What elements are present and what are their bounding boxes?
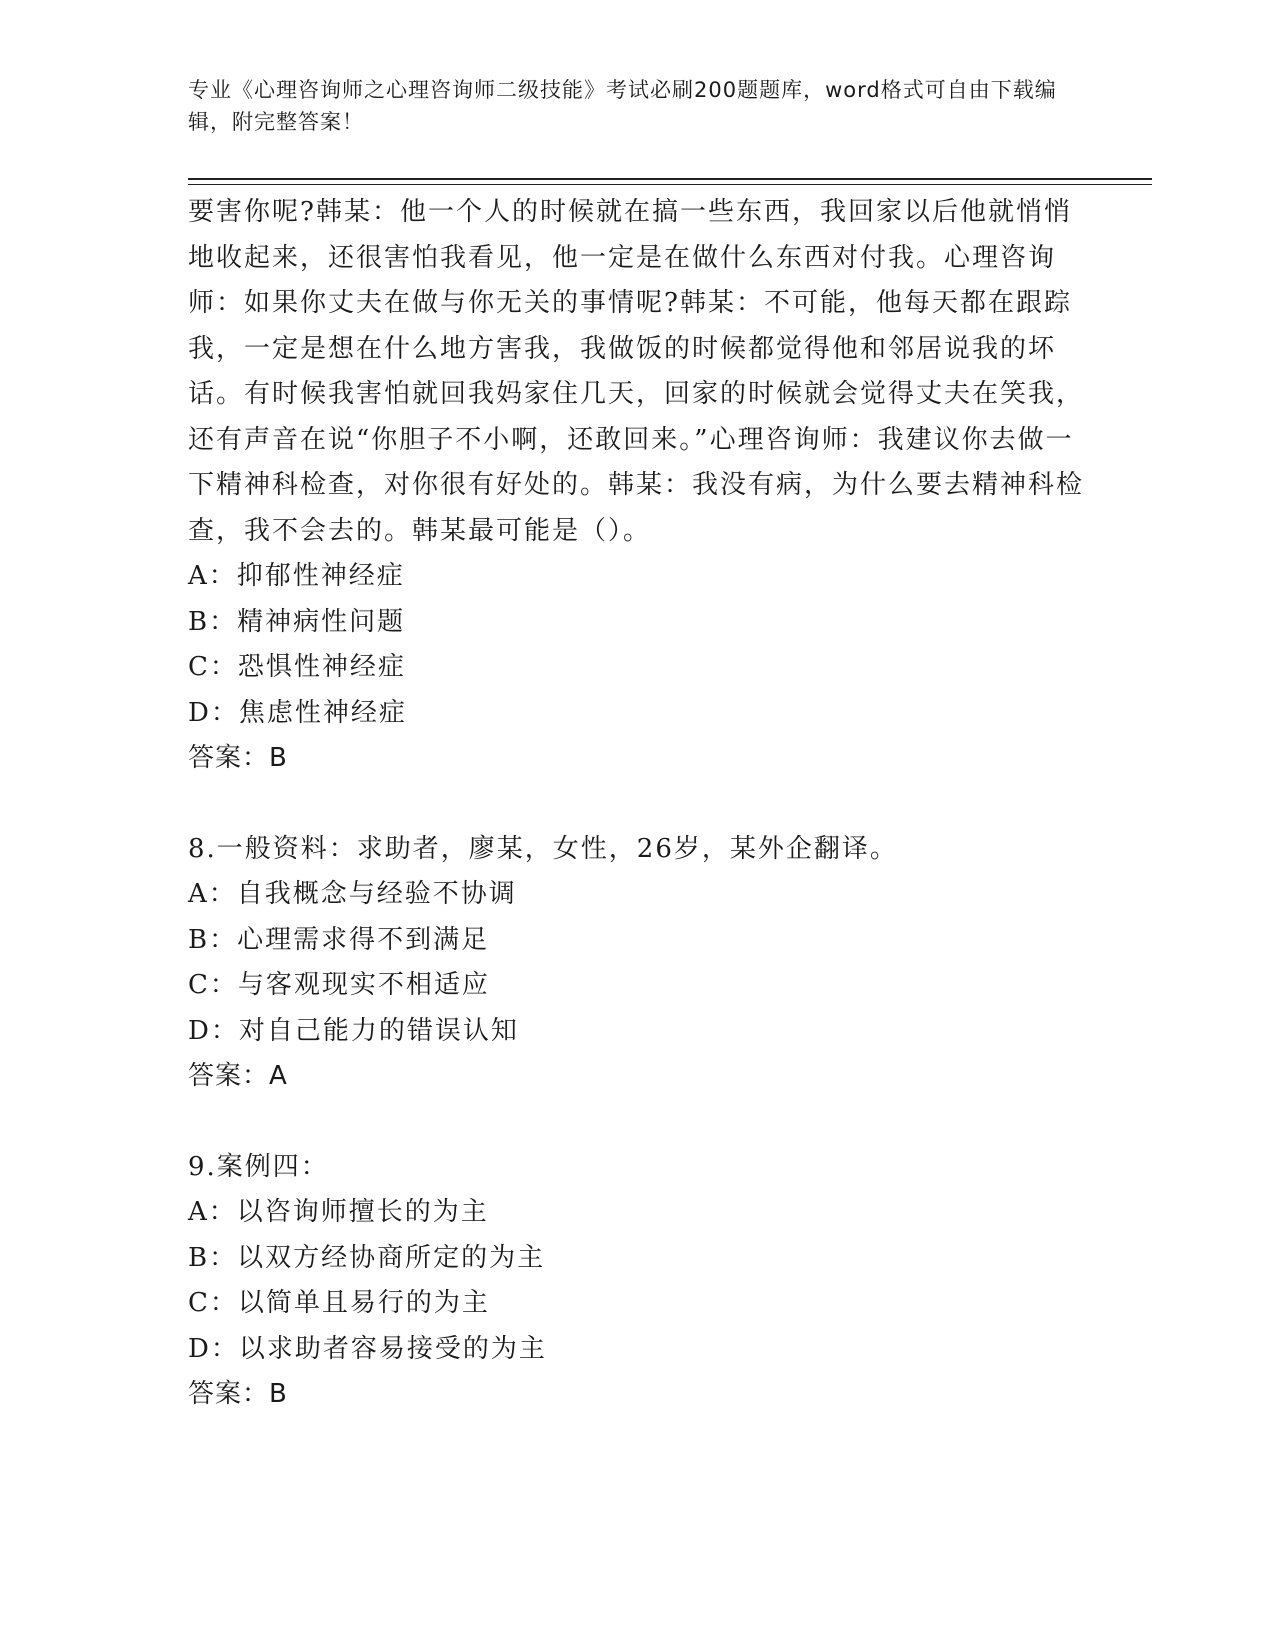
option-b: B：以双方经协商所定的为主 (188, 1242, 546, 1273)
document-body (188, 190, 1088, 1418)
option-a: A：以咨询师擅长的为主 (188, 1197, 489, 1227)
option-c: C：与客观现实不相适应 (188, 970, 490, 1000)
question-stem: 要害你呢?韩某：他一个人的时候就在搞一些东西，我回家以后他就悄悄地收起来，还很害怕我看见，他一定是在做什么东西对付我。心理咨询师：如果你丈夫在做与你无关的事情呢?韩某：不可能，他每天都在跟踪我，一定是想在什么地方害我，我做饭的时候都觉得他和邻居说我的坏话。有时候我害怕就回我妈家住几天，回家的时候就会觉得丈夫在笑我，还有声音在说“你胆子不小啊，还敢回来。”心理咨询师：我建议你去做一下精神科检查，对你很有好处的。韩某：我没有病，为什么要去精神科检查，我不会去的。韩某最可能是（）。 (188, 197, 1085, 546)
question-stem: 9.案例四： (188, 1151, 329, 1182)
option-b: B：精神病性问题 (188, 606, 406, 637)
option-a: A：自我概念与经验不协调 (188, 879, 517, 909)
option-c: C：以简单且易行的为主 (188, 1288, 490, 1318)
option-c: C：恐惧性神经症 (188, 652, 406, 682)
header-rule-thick (188, 178, 1152, 180)
document-header: 专业《心理咨询师之心理咨询师二级技能》考试必刷200题题库，word格式可自由下载编辑，附完整答案！ (188, 78, 1057, 134)
question-7 (188, 190, 1088, 782)
answer-line: 答案：A (188, 1061, 288, 1091)
header-rule-thin (188, 184, 1152, 185)
option-d: D：对自己能力的错误认知 (188, 1015, 519, 1046)
answer-line: 答案：B (188, 1379, 288, 1409)
answer-line: 答案：B (188, 743, 288, 773)
option-d: D：以求助者容易接受的为主 (188, 1333, 547, 1364)
option-a: A：抑郁性神经症 (188, 561, 405, 591)
option-b: B：心理需求得不到满足 (188, 924, 490, 955)
option-d: D：焦虑性神经症 (188, 697, 407, 728)
question-8 (188, 827, 1088, 1100)
question-9 (188, 1145, 1088, 1418)
question-stem: 8.一般资料：求助者，廖某，女性，26岁，某外企翻译。 (188, 833, 898, 864)
